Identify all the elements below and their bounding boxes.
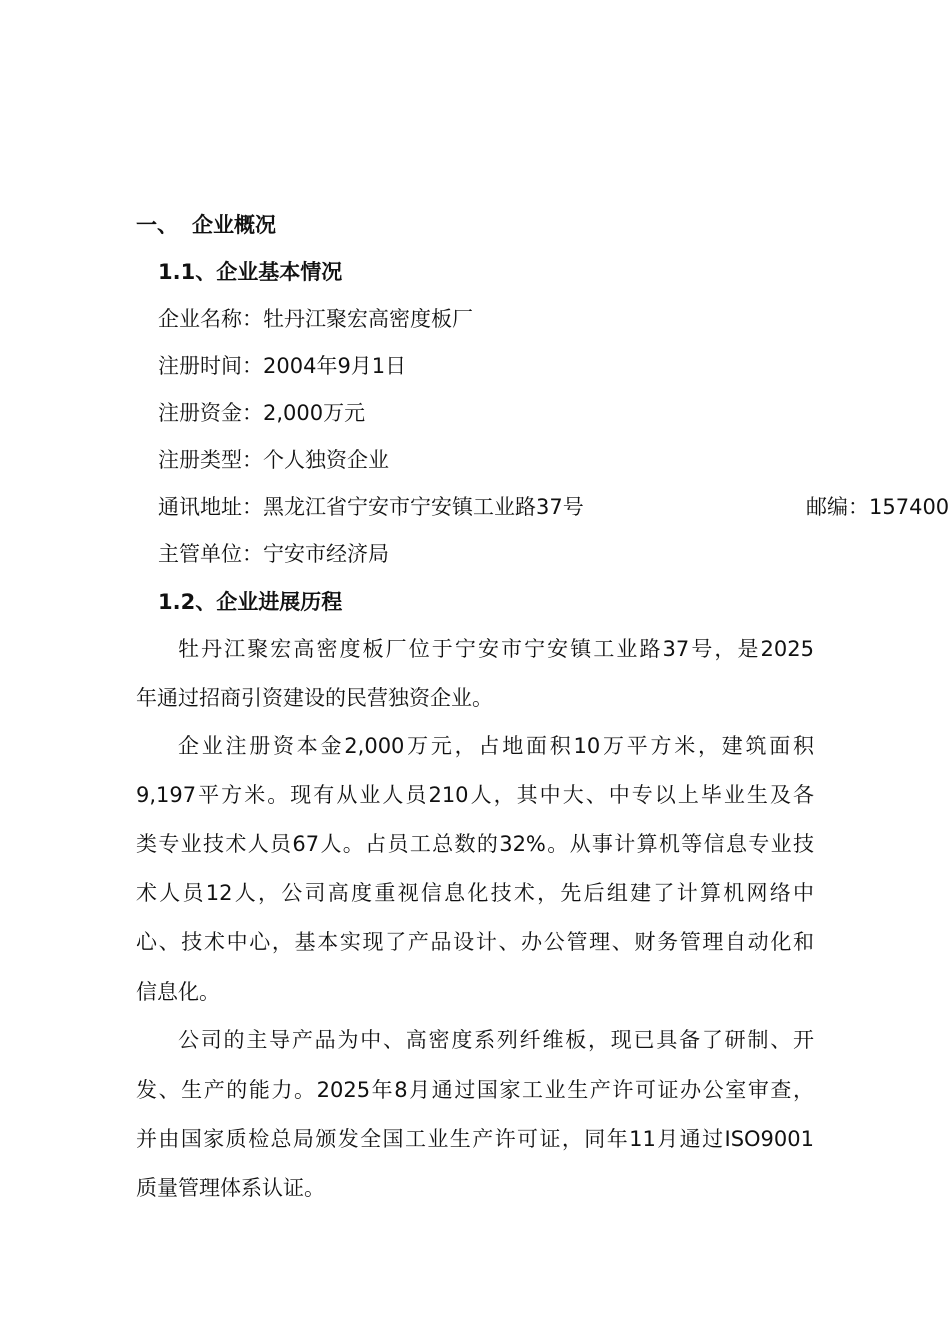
paragraph-2-line: 术人员12人，公司高度重视信息化技术，先后组建了计算机网络中: [136, 881, 814, 905]
field-authority: 主管单位：宁安市经济局: [158, 542, 389, 566]
paragraph-2-line: 信息化。: [136, 980, 220, 1004]
paragraph-2-line: 心、技术中心，基本实现了产品设计、办公管理、财务管理自动化和: [136, 930, 814, 954]
paragraph-3-line: 质量管理体系认证。: [136, 1176, 325, 1200]
paragraph-2-line: 类专业技术人员67人。占员工总数的32%。从事计算机等信息专业技: [136, 832, 814, 856]
section-title: 企业概况: [192, 213, 276, 237]
paragraph-1-line: 牡丹江聚宏高密度板厂位于宁安市宁安镇工业路37号，是2025: [178, 637, 814, 661]
section-heading: [136, 211, 276, 239]
field-registration-type: 注册类型：个人独资企业: [158, 448, 389, 472]
subsection-heading-history: 1.2、企业进展历程: [158, 590, 343, 614]
paragraph-3-line: 公司的主导产品为中、高密度系列纤维板，现已具备了研制、开: [178, 1028, 814, 1052]
paragraph-1-line: 年通过招商引资建设的民营独资企业。: [136, 686, 493, 710]
paragraph-3-line: 并由国家质检总局颁发全国工业生产许可证，同年11月通过ISO9001: [136, 1127, 814, 1151]
field-registered-capital: 注册资金：2,000万元: [158, 401, 366, 425]
subsection-heading-basic-info: 1.1、企业基本情况: [158, 260, 343, 284]
paragraph-2-line: 企业注册资本金2,000万元，占地面积10万平方米，建筑面积: [178, 734, 814, 758]
section-number: 一、: [136, 213, 178, 237]
field-registration-time: 注册时间：2004年9月1日: [158, 354, 407, 378]
paragraph-2-line: 9,197平方米。现有从业人员210人，其中大、中专以上毕业生及各: [136, 783, 814, 807]
field-postcode: 邮编：157400: [806, 495, 950, 519]
field-company-name: 企业名称：牡丹江聚宏高密度板厂: [158, 307, 473, 331]
paragraph-3-line: 发、生产的能力。2025年8月通过国家工业生产许可证办公室审查，: [136, 1078, 814, 1102]
field-address: 通讯地址：黑龙江省宁安市宁安镇工业路37号: [158, 495, 584, 519]
field-address-row: [158, 493, 950, 521]
